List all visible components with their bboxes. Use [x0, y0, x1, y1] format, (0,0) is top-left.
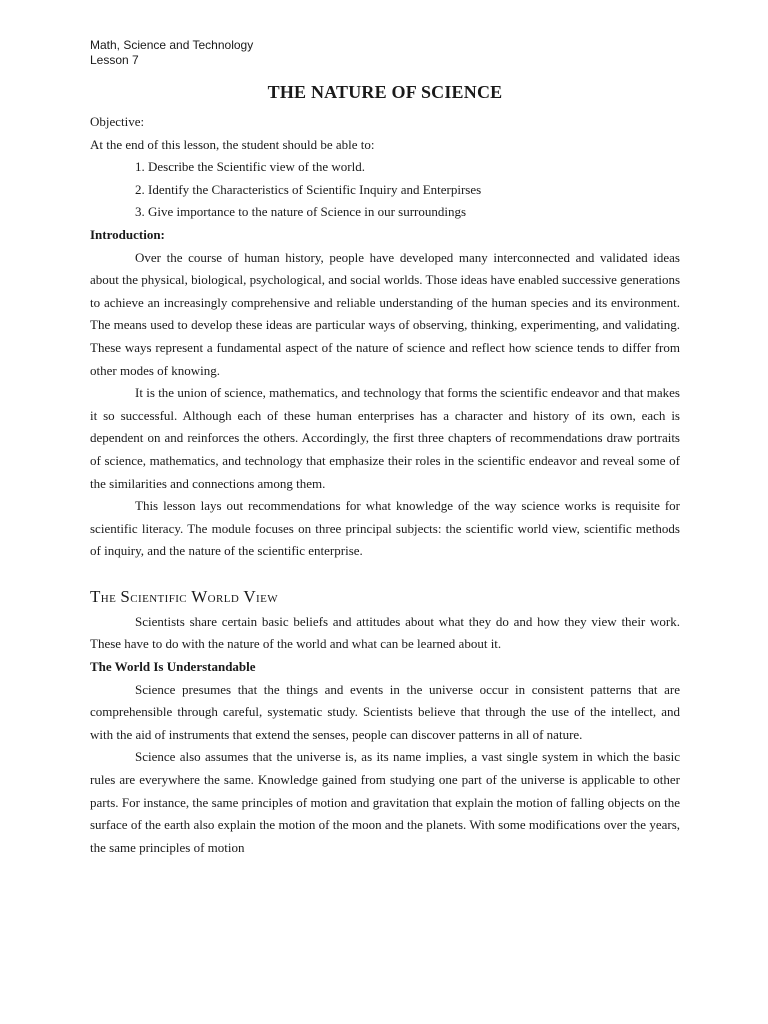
document-header: [90, 38, 680, 68]
objective-item: 3. Give importance to the nature of Science in our surroundings: [135, 204, 467, 220]
heading-letter: T: [90, 586, 101, 606]
world-view-section: [90, 586, 680, 860]
objective-item: 2. Identify the Characteristics of Scientific Inquiry and Enterpirses: [135, 181, 482, 197]
paragraph: Science presumes that the things and events in the universe occur in consistent patterns that are comprehensible through careful, systematic study. Scientists believe that through the use of the intellect, and with the aid of instruments that extend the senses, people can discover patterns in all of nature.: [90, 681, 680, 742]
section-heading: [90, 586, 680, 609]
heading-letter: W: [191, 586, 208, 606]
objective-label: Objective:: [90, 114, 145, 129]
heading-letter: V: [243, 586, 257, 606]
objective-section: [90, 111, 680, 224]
objective-intro: At the end of this lesson, the student should be able to:: [90, 136, 375, 152]
paragraph: Over the course of human history, people have developed many interconnected and validated ideas about the physical, biological, psychological, and social worlds. Those ideas have enabled successive generations to achieve an increasingly comprehensive and reliable understanding of the human species and its environment. The means used to develop these ideas are particular ways of observing, thinking, experimenting, and validating. These ways represent a fundamental aspect of the nature of science and reflect how science tends to differ from other modes of knowing.: [90, 249, 681, 378]
objective-item: 1. Describe the Scientific view of the world.: [135, 159, 365, 175]
lesson-number: Lesson 7: [90, 53, 139, 67]
page-title: THE NATURE OF SCIENCE: [267, 82, 503, 102]
heading-letter: S: [120, 586, 131, 606]
course-name: Math, Science and Technology: [90, 38, 254, 52]
heading-part: orld: [207, 589, 244, 606]
paragraph: It is the union of science, mathematics, and technology that forms the scientific endeavor and that makes it so successful. Although each of these human enterprises has a character and history of its own, each is dependent on and reinforces the others. Accordingly, the first three chapters of recommendations draw portraits of science, mathematics, and technology that emphasize their roles in the scientific endeavor and reveal some of the similarities and connections among them.: [90, 385, 680, 491]
introduction-heading: Introduction:: [90, 226, 165, 242]
heading-part: cientific: [130, 589, 192, 606]
paragraph: Scientists share certain basic beliefs and attitudes about what they do and how they view their work. These have to do with the nature of the world and what can be learned about it.: [90, 613, 680, 652]
introduction-section: [90, 224, 680, 563]
subheading: The World Is Understandable: [90, 659, 256, 675]
paragraph: Science also assumes that the universe is, as its name implies, a vast single system in which the basic rules are everywhere the same. Knowledge gained from studying one part of the universe is applicable to other parts. For instance, the same principles of motion and gravitation that explain the motion of falling objects on the surface of the earth also explain the motion of the moon and the planets. With some modifications over the years, the same principles of motion: [90, 749, 680, 855]
heading-part: iew: [256, 589, 279, 606]
paragraph: This lesson lays out recommendations for what knowledge of the way science works is requisite for scientific literacy. The module focuses on three principal subjects: the scientific world view, scientific methods of inquiry, and the nature of the scientific enterprise.: [90, 498, 680, 559]
heading-part: he: [100, 589, 121, 606]
